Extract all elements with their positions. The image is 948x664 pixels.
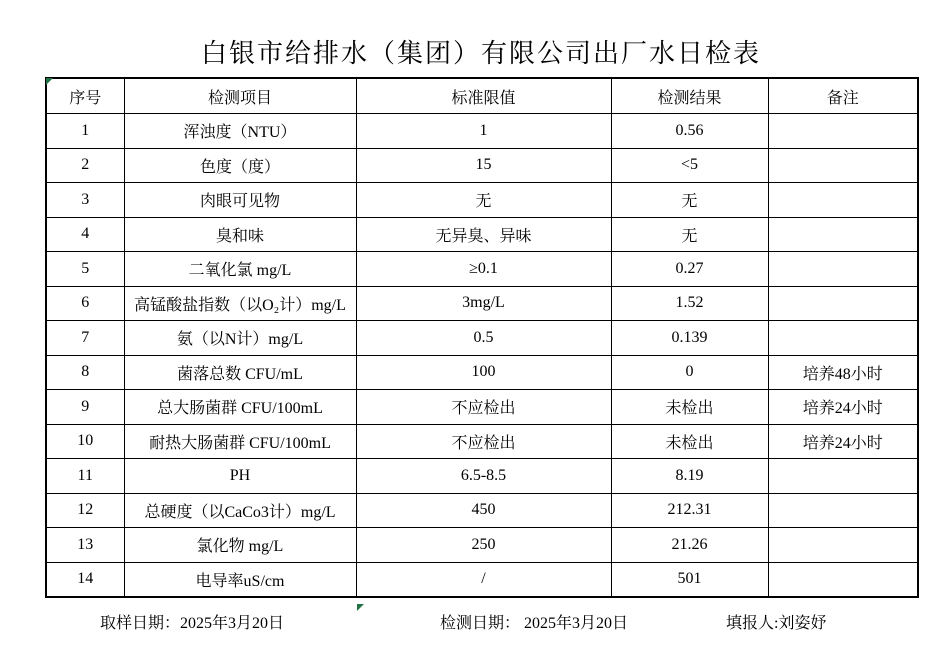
- cell-remark: [768, 217, 918, 252]
- cell-result: 21.26: [611, 528, 768, 563]
- cell-result: 0: [611, 355, 768, 390]
- cell-remark: 培养24小时: [768, 424, 918, 459]
- cell-item: 二氧化氯 mg/L: [124, 252, 356, 287]
- cell-result: 0.56: [611, 114, 768, 149]
- cell-no: 2: [46, 148, 124, 183]
- cell-limit: 100: [356, 355, 611, 390]
- cell-no: 4: [46, 217, 124, 252]
- header-item: 检测项目: [124, 78, 356, 114]
- cell-no: 3: [46, 183, 124, 218]
- cell-item: 总硬度（以CaCo3计）mg/L: [124, 493, 356, 528]
- cell-result: 8.19: [611, 459, 768, 494]
- reporter: 填报人:刘姿妤: [726, 615, 827, 632]
- cell-remark: [768, 252, 918, 287]
- table-row: [46, 114, 918, 149]
- header-limit: 标准限值: [356, 78, 611, 114]
- cell-remark: [768, 459, 918, 494]
- cell-result: 无: [611, 217, 768, 252]
- cell-limit: 15: [356, 148, 611, 183]
- cell-no: 14: [46, 562, 124, 597]
- cell-item: 肉眼可见物: [124, 183, 356, 218]
- cell-no: 12: [46, 493, 124, 528]
- cell-item: 氯化物 mg/L: [124, 528, 356, 563]
- sampling-date: 取样日期：2025年3月20日: [100, 615, 285, 632]
- cell-limit: 250: [356, 528, 611, 563]
- cell-result: 0.139: [611, 321, 768, 356]
- cell-item: PH: [124, 459, 356, 494]
- cell-limit: 不应检出: [356, 424, 611, 459]
- cell-limit: 6.5-8.5: [356, 459, 611, 494]
- cell-result: <5: [611, 148, 768, 183]
- daily-inspection-table: [45, 77, 919, 598]
- table-row: [46, 217, 918, 252]
- cell-item: 电导率uS/cm: [124, 562, 356, 597]
- cell-result: 1.52: [611, 286, 768, 321]
- excel-error-indicator-icon: [46, 78, 53, 85]
- cell-item: 菌落总数 CFU/mL: [124, 355, 356, 390]
- cell-no: 1: [46, 114, 124, 149]
- cell-no: 7: [46, 321, 124, 356]
- cell-item: 总大肠菌群 CFU/100mL: [124, 390, 356, 425]
- cell-item: 臭和味: [124, 217, 356, 252]
- cell-limit: 1: [356, 114, 611, 149]
- table-row: [46, 252, 918, 287]
- cell-item: 耐热大肠菌群 CFU/100mL: [124, 424, 356, 459]
- table-row: [46, 355, 918, 390]
- cell-no: 5: [46, 252, 124, 287]
- cell-remark: 培养24小时: [768, 390, 918, 425]
- cell-no: 6: [46, 286, 124, 321]
- cell-item: 浑浊度（NTU）: [124, 114, 356, 149]
- header-row: [46, 78, 918, 114]
- cell-limit: 0.5: [356, 321, 611, 356]
- cell-result: 未检出: [611, 390, 768, 425]
- cell-no: 13: [46, 528, 124, 563]
- cell-remark: [768, 562, 918, 597]
- cell-limit: 不应检出: [356, 390, 611, 425]
- cell-remark: 培养48小时: [768, 355, 918, 390]
- cell-item: 高锰酸盐指数（以O₂计）mg/L: [124, 286, 356, 321]
- table-row: [46, 183, 918, 218]
- cell-result: 0.27: [611, 252, 768, 287]
- table-row: [46, 459, 918, 494]
- page-title: 白银市给排水（集团）有限公司出厂水日检表: [200, 39, 761, 68]
- excel-error-indicator-icon: [357, 604, 364, 611]
- cell-remark: [768, 321, 918, 356]
- table-row: [46, 528, 918, 563]
- table-row: [46, 321, 918, 356]
- cell-limit: ≥0.1: [356, 252, 611, 287]
- cell-limit: 3mg/L: [356, 286, 611, 321]
- cell-item: 色度（度）: [124, 148, 356, 183]
- cell-remark: [768, 183, 918, 218]
- test-date: 检测日期： 2025年3月20日: [440, 615, 629, 632]
- cell-remark: [768, 114, 918, 149]
- cell-limit: 无: [356, 183, 611, 218]
- header-remark: 备注: [768, 78, 918, 114]
- cell-remark: [768, 528, 918, 563]
- table-row: [46, 493, 918, 528]
- table-row: [46, 424, 918, 459]
- table-row: [46, 390, 918, 425]
- cell-result: 无: [611, 183, 768, 218]
- cell-result: 501: [611, 562, 768, 597]
- cell-limit: /: [356, 562, 611, 597]
- cell-result: 212.31: [611, 493, 768, 528]
- header-serial: 序号: [46, 78, 124, 114]
- cell-no: 8: [46, 355, 124, 390]
- table-row: [46, 286, 918, 321]
- header-result: 检测结果: [611, 78, 768, 114]
- cell-remark: [768, 493, 918, 528]
- cell-no: 9: [46, 390, 124, 425]
- cell-no: 10: [46, 424, 124, 459]
- cell-no: 11: [46, 459, 124, 494]
- table-row: [46, 148, 918, 183]
- cell-limit: 450: [356, 493, 611, 528]
- cell-remark: [768, 148, 918, 183]
- cell-item: 氨（以N计）mg/L: [124, 321, 356, 356]
- cell-result: 未检出: [611, 424, 768, 459]
- cell-limit: 无异臭、异味: [356, 217, 611, 252]
- cell-remark: [768, 286, 918, 321]
- table-row: [46, 562, 918, 597]
